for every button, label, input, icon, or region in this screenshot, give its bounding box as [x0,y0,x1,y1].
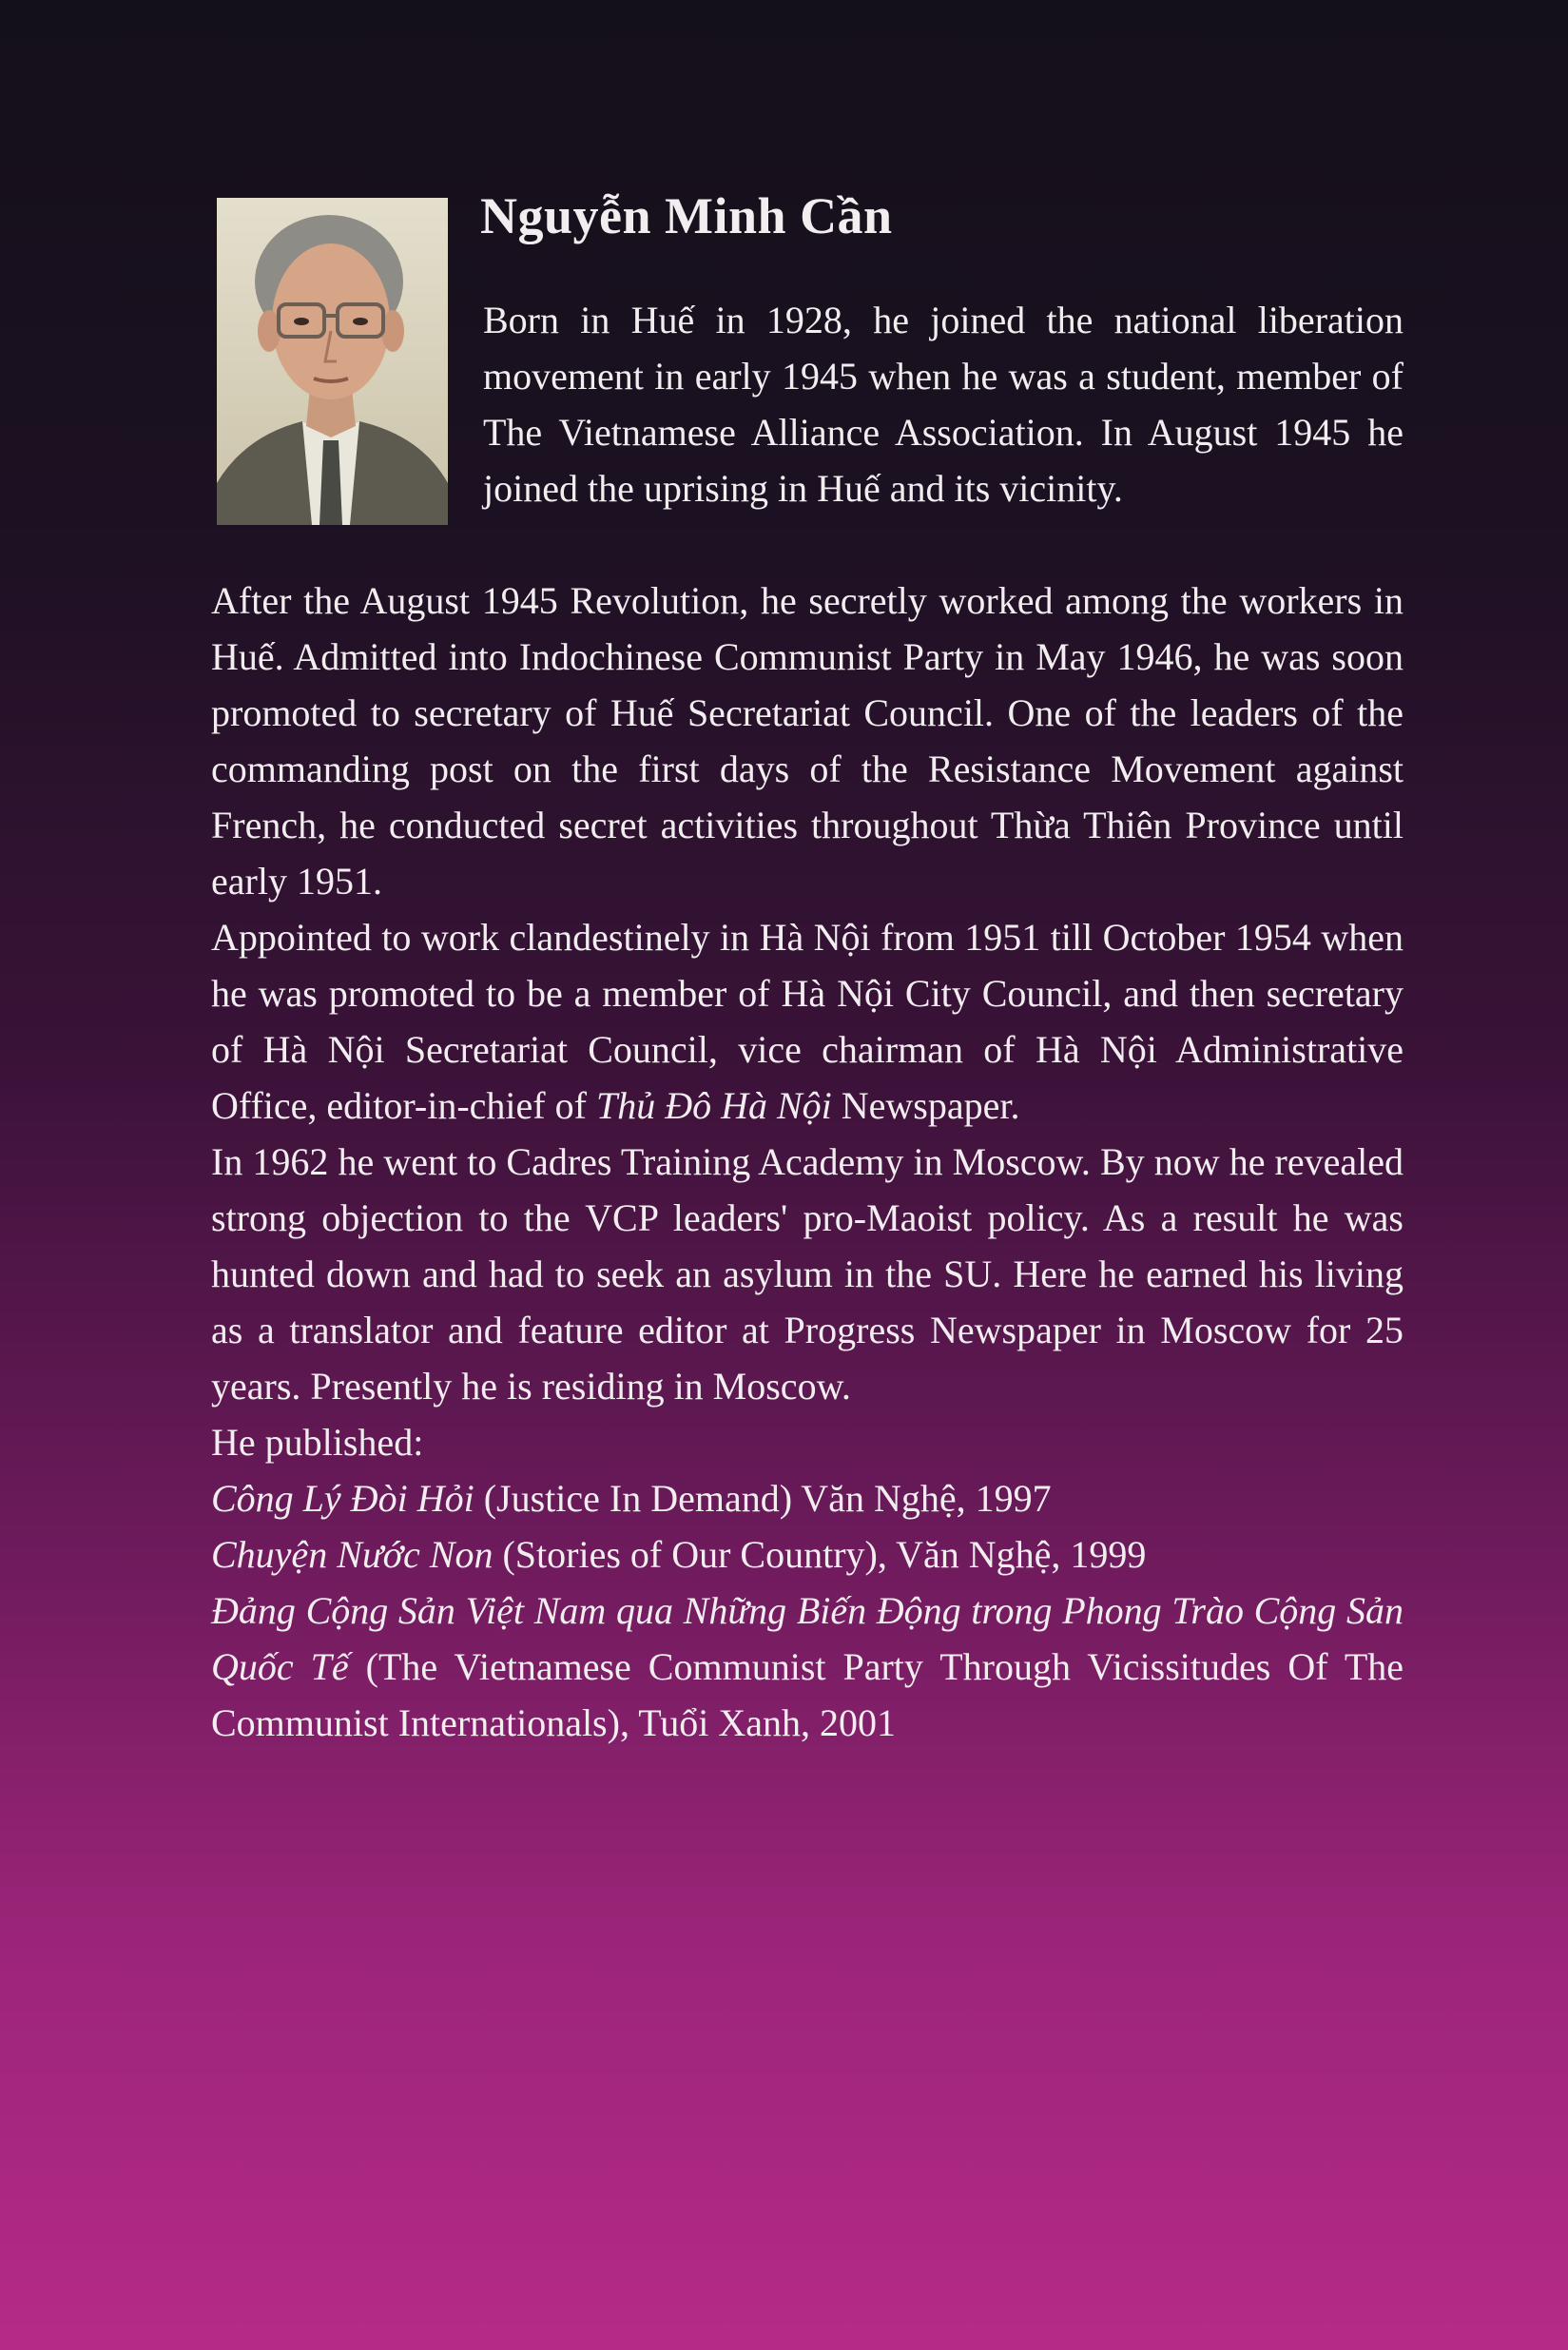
publication-title: Chuyện Nước Non [211,1533,494,1576]
bio-paragraph-3-end: Newspaper. [831,1084,1020,1127]
publication-item [211,1526,1403,1583]
bio-paragraph-3-text: Appointed to work clandestinely in Hà Nội from 1951 till October 1954 when he was promoted to be a member of Hà Nội City Council, and then secretary of Hà Nội Secretariat Council, vice chairman of Hà Nội Administrative Office, editor-in-chief of [211,916,1403,1127]
publications-heading: He published: [211,1421,424,1464]
publication-details: (Stories of Our Country), Văn Nghệ, 1999 [493,1533,1147,1576]
bio-paragraph-1: Born in Huế in 1928, he joined the national liberation movement in early 1945 when he was a student, member of The Vietnamese Alliance Association. In August 1945 he joined the uprising in Huế and its vicinity. [483,299,1403,510]
newspaper-title: Thủ Đô Hà Nội [595,1084,832,1127]
bio-paragraph-2: After the August 1945 Revolution, he secretly worked among the workers in Huế. Admitted into Indochinese Communist Party in May 1946, he was soon promoted to secretary of Huế Secretariat Council. One of the leaders of the commanding post on the first days of the Resistance Movement against French, he conducted secret activities throughout Thừa Thiên Province until early 1951. [211,579,1403,903]
bio-paragraph-4: In 1962 he went to Cadres Training Academy in Moscow. By now he revealed strong objection to the VCP leaders' pro-Maoist policy. As a result he was hunted down and had to seek an asylum in the SU. Here he earned his living as a translator and feature editor at Progress Newspaper in Moscow for 25 years. Presently he is residing in Moscow. [211,1140,1403,1408]
publication-details: (Justice In Demand) Văn Nghệ, 1997 [474,1477,1052,1520]
author-portrait-photo [217,198,448,525]
portrait-image [217,198,448,525]
bio-paragraph-3 [211,909,1403,1134]
publication-item [211,1583,1403,1751]
publication-item [211,1470,1403,1526]
author-name-heading: Nguyễn Minh Cần [480,187,893,244]
publication-title: Đảng Cộng Sản Việt Nam qua Những Biến Động trong Phong Trào Cộng Sản Quốc Tế [211,1589,1403,1688]
bio-main-block [211,573,1403,1751]
publication-details: (The Vietnamese Communist Party Through Vicissitudes Of The Communist Internationals), Tuổi Xanh, 2001 [211,1645,1404,1744]
publication-title: Công Lý Đòi Hỏi [211,1477,474,1520]
bio-intro-block [483,292,1403,516]
